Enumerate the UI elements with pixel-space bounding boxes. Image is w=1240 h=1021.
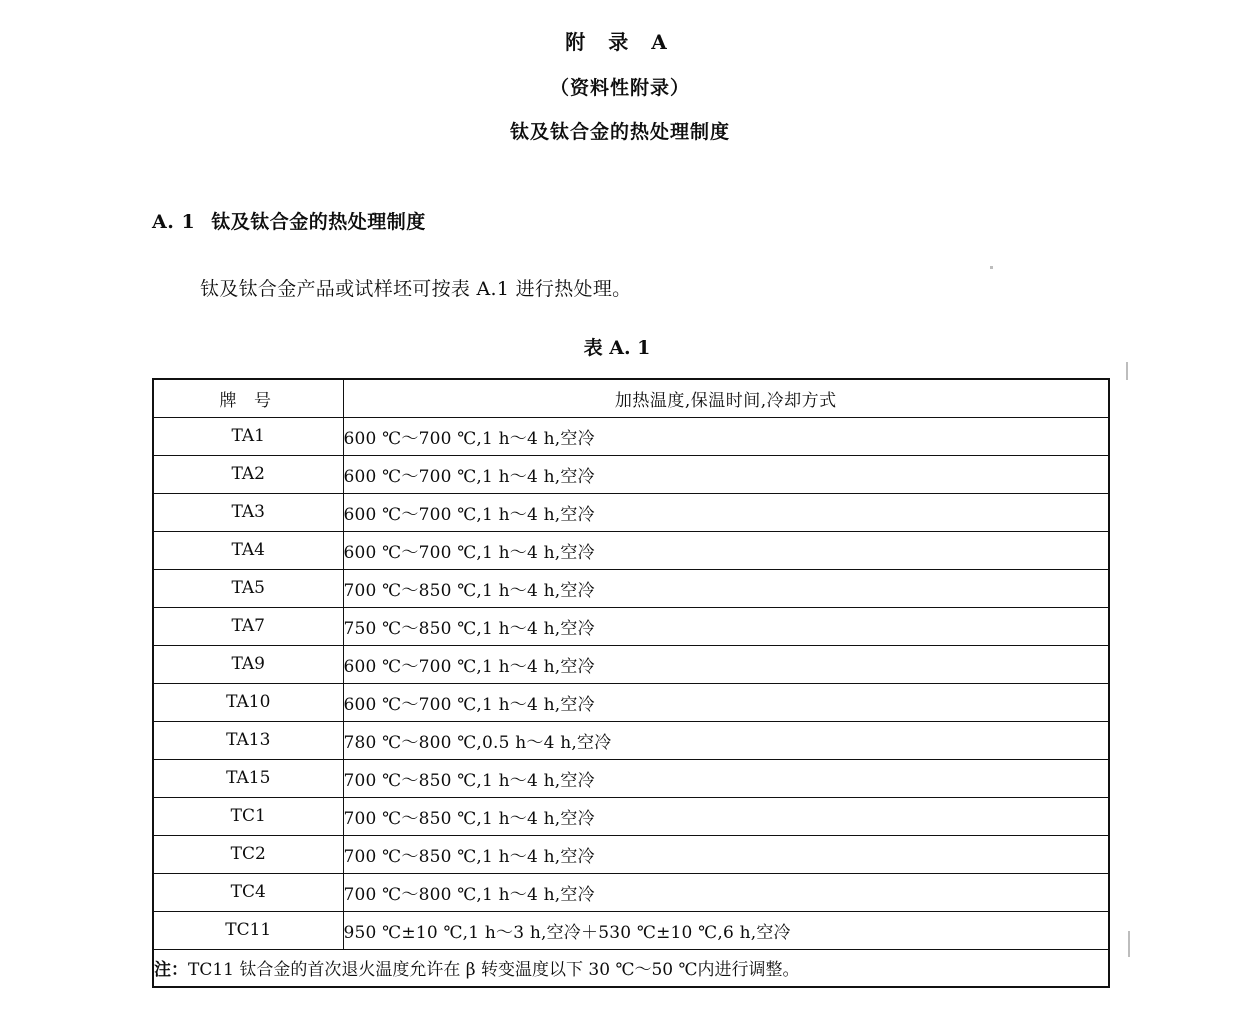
cell-process: 700 ℃～850 ℃,1 h～4 h,空冷: [343, 569, 1109, 607]
table-row: [153, 645, 1109, 683]
table-row: [153, 759, 1109, 797]
cell-grade: TA2: [153, 455, 343, 493]
cell-grade: TA13: [153, 721, 343, 759]
table-note-row: [153, 949, 1109, 987]
table-caption: 表 A. 1: [583, 337, 651, 359]
appendix-heading-block: [0, 26, 1240, 144]
table-row: [153, 873, 1109, 911]
cell-process: 600 ℃～700 ℃,1 h～4 h,空冷: [343, 493, 1109, 531]
column-header-process: 加热温度,保温时间,冷却方式: [343, 379, 1109, 417]
cell-grade: TA15: [153, 759, 343, 797]
appendix-title: 附 录 A: [565, 30, 675, 54]
cell-grade: TA3: [153, 493, 343, 531]
cell-process: 950 ℃±10 ℃,1 h～3 h,空冷＋530 ℃±10 ℃,6 h,空冷: [343, 911, 1109, 949]
cell-process: 600 ℃～700 ℃,1 h～4 h,空冷: [343, 531, 1109, 569]
heat-treatment-table-wrapper: [152, 378, 1110, 988]
heat-treatment-table: [152, 378, 1110, 988]
cell-process: 600 ℃～700 ℃,1 h～4 h,空冷: [343, 645, 1109, 683]
cell-grade: TC4: [153, 873, 343, 911]
table-row: [153, 569, 1109, 607]
section-number: A. 1: [152, 211, 196, 233]
cell-process: 600 ℃～700 ℃,1 h～4 h,空冷: [343, 455, 1109, 493]
cell-grade: TA9: [153, 645, 343, 683]
table-row: [153, 493, 1109, 531]
cell-process: 600 ℃～700 ℃,1 h～4 h,空冷: [343, 683, 1109, 721]
table-row: [153, 835, 1109, 873]
column-header-grade: 牌 号: [153, 379, 343, 417]
cell-process: 700 ℃～850 ℃,1 h～4 h,空冷: [343, 797, 1109, 835]
cell-grade: TA10: [153, 683, 343, 721]
table-row: [153, 607, 1109, 645]
table-row: [153, 797, 1109, 835]
cell-process: 600 ℃～700 ℃,1 h～4 h,空冷: [343, 417, 1109, 455]
cell-grade: TC11: [153, 911, 343, 949]
document-page: [0, 26, 1240, 1021]
table-row: [153, 683, 1109, 721]
cell-process: 750 ℃～850 ℃,1 h～4 h,空冷: [343, 607, 1109, 645]
section-heading: [152, 207, 1240, 234]
cell-grade: TA1: [153, 417, 343, 455]
appendix-type: （资料性附录）: [549, 77, 690, 99]
body-paragraph: 钛及钛合金产品或试样坯可按表 A.1 进行热处理。: [200, 278, 632, 300]
table-row: [153, 531, 1109, 569]
appendix-name: 钛及钛合金的热处理制度: [509, 121, 730, 143]
cell-grade: TC1: [153, 797, 343, 835]
cell-grade: TC2: [153, 835, 343, 873]
table-header-row: [153, 379, 1109, 417]
table-row: [153, 417, 1109, 455]
cell-process: 700 ℃～800 ℃,1 h～4 h,空冷: [343, 873, 1109, 911]
section-title-text: 钛及钛合金的热处理制度: [211, 211, 426, 233]
cell-grade: TA4: [153, 531, 343, 569]
cell-process: 780 ℃～800 ℃,0.5 h～4 h,空冷: [343, 721, 1109, 759]
cell-process: 700 ℃～850 ℃,1 h～4 h,空冷: [343, 835, 1109, 873]
cell-grade: TA7: [153, 607, 343, 645]
note-label: 注：: [154, 960, 188, 981]
scan-artifact: [1126, 362, 1128, 380]
table-row: [153, 911, 1109, 949]
cell-grade: TA5: [153, 569, 343, 607]
scan-artifact: [1128, 931, 1130, 957]
table-row: [153, 721, 1109, 759]
cell-process: 700 ℃～850 ℃,1 h～4 h,空冷: [343, 759, 1109, 797]
scan-artifact: [990, 266, 993, 269]
note-text: TC11 钛合金的首次退火温度允许在 β 转变温度以下 30 ℃～50 ℃内进行调整。: [188, 960, 800, 981]
table-note: [153, 949, 1109, 987]
table-row: [153, 455, 1109, 493]
